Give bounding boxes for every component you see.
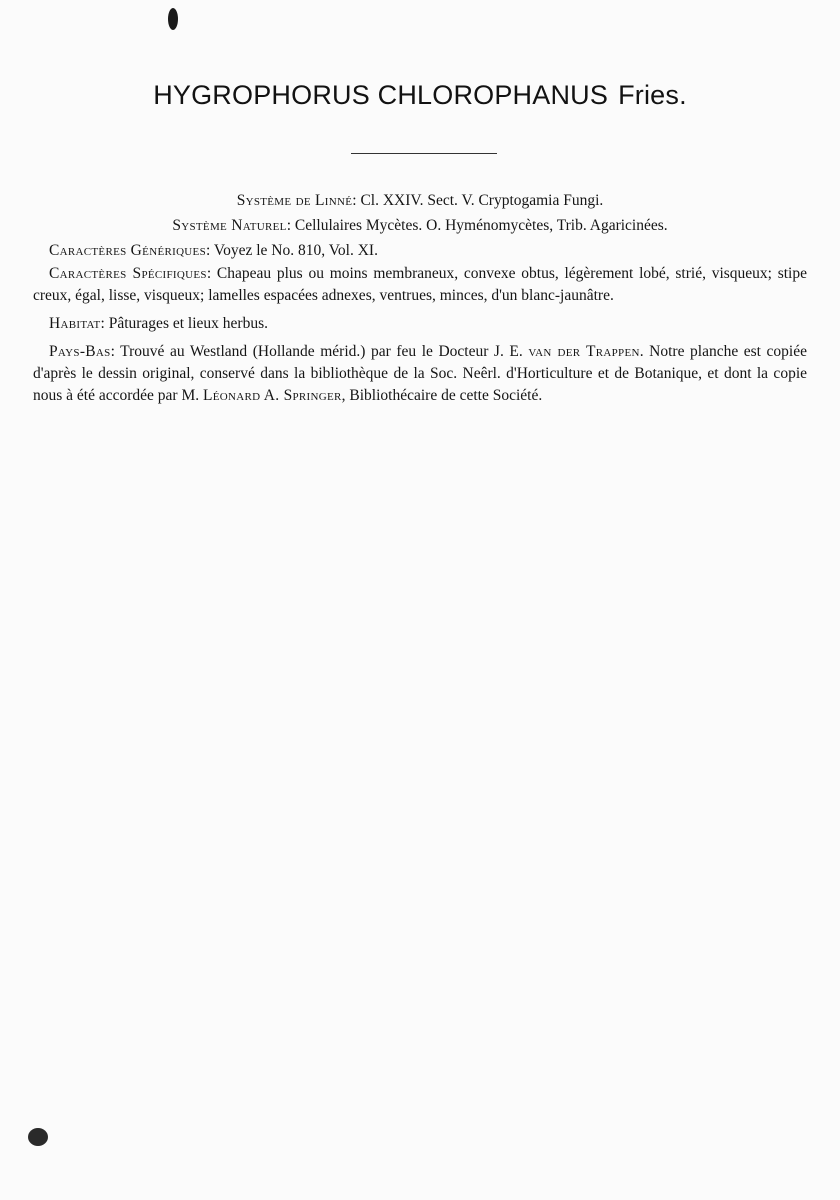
natural-system-line (33, 215, 807, 237)
page-title (0, 80, 840, 111)
specific-characters-paragraph (33, 263, 807, 307)
species-author: Fries. (618, 80, 687, 110)
netherlands-paragraph (33, 341, 807, 407)
pays-bas-text-1: : Trouvé au Westland (Hollande mérid.) par feu le Docteur J. E. (110, 343, 529, 360)
specifiques-text: : Chapeau plus ou moins membraneux, convexe obtus, légèrement lobé, strié, visqueux; stipe creux, égal, lisse, visqueux; lamelles espacées adnexes, ventrues, minces, d'un blanc-jaunâtre. (33, 265, 807, 304)
habitat-line (33, 313, 807, 335)
linne-system-line (33, 190, 807, 212)
title-divider (351, 153, 497, 154)
generiques-text: : Voyez le No. 810, Vol. XI. (206, 242, 378, 259)
naturel-label: Système Naturel (172, 217, 287, 234)
habitat-label: Habitat (49, 315, 101, 332)
naturel-text: : Cellulaires Mycètes. O. Hyménomycètes, Trib. Agaricinées. (286, 217, 668, 234)
ink-speck (28, 1128, 48, 1146)
pays-bas-label: Pays-Bas (49, 343, 111, 360)
pays-bas-text-3: , Bibliothécaire de cette Société. (341, 387, 543, 404)
specifiques-label: Caractères Spécifiques (49, 265, 207, 282)
librarian-name: Léonard A. Springer (203, 387, 342, 404)
linne-text: : Cl. XXIV. Sect. V. Cryptogamia Fungi. (352, 192, 604, 209)
generiques-label: Caractères Génériques (49, 242, 206, 259)
collector-name: van der Trappen (528, 343, 640, 360)
linne-label: Système de Linné (236, 192, 353, 209)
ink-speck (168, 8, 178, 30)
habitat-text: : Pâturages et lieux herbus. (100, 315, 268, 332)
generic-characters-line (33, 240, 807, 262)
pays-bas-text-2: . Notre planche est copiée d'après le dessin original, conservé dans la bibliothèque de la Soc. Neêrl. d'Horticulture et de Botanique, et dont la copie nous à été accordée par M. (33, 343, 807, 404)
description-body (33, 190, 807, 407)
species-name: HYGROPHORUS CHLOROPHANUS (153, 80, 609, 110)
